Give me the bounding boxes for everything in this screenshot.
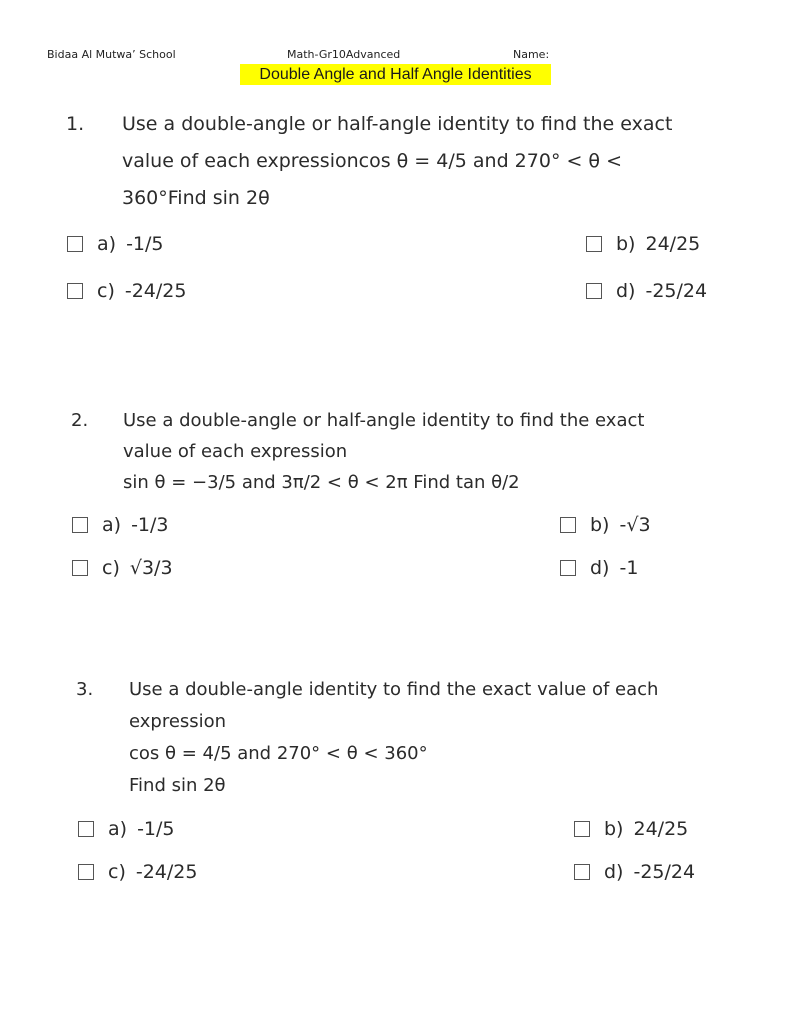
checkbox[interactable] [586, 236, 602, 252]
checkbox[interactable] [560, 517, 576, 533]
option-letter: b) [616, 233, 636, 255]
question-text-line: Use a double-angle or half-angle identity to find the exact [123, 410, 645, 431]
checkbox[interactable] [574, 864, 590, 880]
option-letter: d) [616, 280, 636, 302]
option-letter: c) [102, 557, 120, 579]
checkbox[interactable] [78, 821, 94, 837]
option-letter: b) [604, 818, 624, 840]
worksheet-title: Double Angle and Half Angle Identities [240, 64, 551, 85]
option-d[interactable] [586, 280, 707, 302]
question-text-line: value of each expression [123, 441, 348, 462]
checkbox[interactable] [67, 236, 83, 252]
option-letter: a) [97, 233, 117, 255]
name-label: Name: [513, 48, 550, 61]
checkbox[interactable] [560, 560, 576, 576]
question-text-line: Use a double-angle or half-angle identity to find the exact [122, 113, 673, 135]
checkbox[interactable] [72, 560, 88, 576]
school-name: Bidaa Al Mutwa’ School [47, 48, 176, 61]
option-a[interactable] [67, 233, 164, 255]
checkbox[interactable] [67, 283, 83, 299]
option-value: -25/24 [645, 280, 708, 302]
subject-label: Math-Gr10Advanced [287, 48, 401, 61]
option-letter: c) [97, 280, 115, 302]
option-b[interactable] [586, 233, 700, 255]
checkbox[interactable] [574, 821, 590, 837]
option-a[interactable] [78, 818, 175, 840]
option-value: -24/25 [135, 861, 198, 883]
option-letter: a) [102, 514, 122, 536]
question-number: 3. [76, 679, 94, 700]
question-number: 2. [71, 410, 89, 431]
option-a[interactable] [72, 514, 169, 536]
option-c[interactable] [67, 280, 186, 302]
option-value: -24/25 [124, 280, 187, 302]
option-b[interactable] [574, 818, 688, 840]
question-text-line: Find sin 2θ [129, 775, 226, 796]
option-letter: b) [590, 514, 610, 536]
option-letter: a) [108, 818, 128, 840]
question-text-line: cos θ = 4/5 and 270° < θ < 360° [129, 743, 428, 764]
option-value: -1/5 [137, 818, 175, 840]
question-text-line: expression [129, 711, 227, 732]
question-text-line: 360°Find sin 2θ [122, 187, 270, 209]
option-value: √3/3 [129, 557, 173, 579]
option-c[interactable] [78, 861, 197, 883]
option-value: -1 [619, 557, 639, 579]
question-number: 1. [66, 113, 85, 135]
question-text-line: Use a double-angle identity to find the exact value of each [129, 679, 659, 700]
option-d[interactable] [560, 557, 638, 579]
option-d[interactable] [574, 861, 695, 883]
option-letter: c) [108, 861, 126, 883]
option-letter: d) [604, 861, 624, 883]
checkbox[interactable] [72, 517, 88, 533]
option-value: -√3 [619, 514, 651, 536]
question-text-line: sin θ = −3/5 and 3π/2 < θ < 2π Find tan θ/2 [123, 472, 520, 493]
option-letter: d) [590, 557, 610, 579]
option-value: 24/25 [633, 818, 689, 840]
option-c[interactable] [72, 557, 173, 579]
option-value: -25/24 [633, 861, 696, 883]
option-value: 24/25 [645, 233, 701, 255]
checkbox[interactable] [586, 283, 602, 299]
option-b[interactable] [560, 514, 651, 536]
option-value: -1/5 [126, 233, 164, 255]
question-text-line: value of each expressioncos θ = 4/5 and 270° < θ < [122, 150, 623, 172]
option-value: -1/3 [131, 514, 169, 536]
checkbox[interactable] [78, 864, 94, 880]
